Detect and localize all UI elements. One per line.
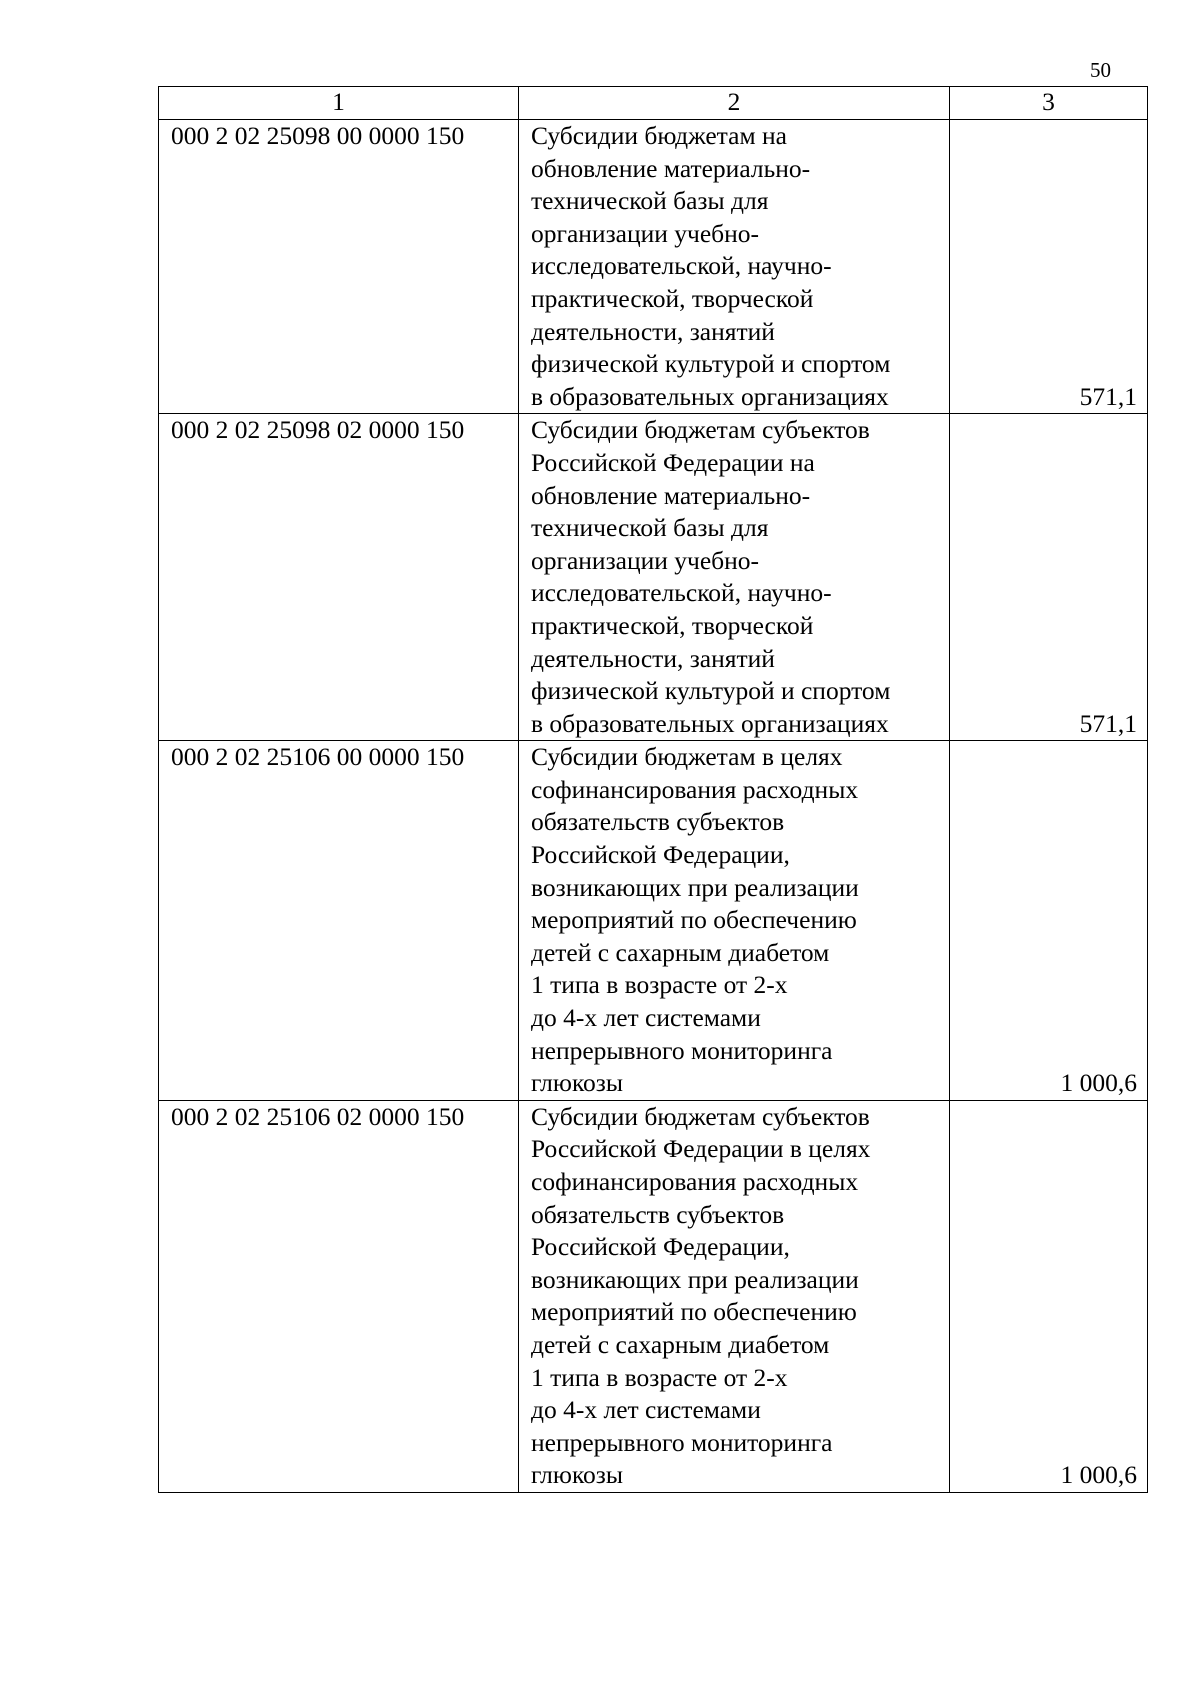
income-name-line: исследовательской, научно- bbox=[531, 251, 832, 281]
income-name-line: возникающих при реализации bbox=[531, 872, 859, 902]
income-name-line: детей с сахарным диабетом bbox=[531, 937, 830, 967]
income-name-line: непрерывного мониторинга bbox=[531, 1427, 833, 1457]
income-name-line: мероприятий по обеспечению bbox=[531, 1297, 857, 1327]
income-name-cell bbox=[519, 1100, 950, 1492]
amount-cell: 1 000,6 bbox=[950, 741, 1148, 1101]
income-name-line: софинансирования расходных bbox=[531, 1167, 859, 1196]
income-name-line: практической, творческой bbox=[531, 610, 814, 640]
income-name-line: Российской Федерации на bbox=[531, 447, 815, 477]
table-row bbox=[159, 1100, 1148, 1492]
income-name-line: до 4-х лет системами bbox=[531, 1003, 761, 1033]
amount-cell: 571,1 bbox=[950, 120, 1148, 414]
income-name-cell bbox=[519, 120, 950, 414]
budget-table bbox=[158, 86, 1148, 1493]
table-row bbox=[159, 120, 1148, 414]
income-name-line: обязательств субъектов bbox=[531, 807, 785, 837]
income-name-line: исследовательской, научно- bbox=[531, 578, 832, 608]
income-name-line: Субсидии бюджетам субъектов bbox=[531, 415, 870, 445]
income-name-line: физической культурой и спортом bbox=[531, 349, 891, 379]
income-name-line: 1 типа в возрасте от 2-х bbox=[531, 1362, 788, 1392]
income-name-line: в образовательных организациях bbox=[531, 708, 889, 738]
column-header-3: 3 bbox=[950, 87, 1148, 120]
column-header-1: 1 bbox=[159, 87, 519, 120]
income-name-line: детей с сахарным диабетом bbox=[531, 1329, 830, 1359]
income-name-line: Российской Федерации, bbox=[531, 1232, 790, 1262]
income-name-line: организации учебно- bbox=[531, 218, 760, 248]
income-name-line: софинансирования расходных bbox=[531, 774, 859, 804]
page-number: 50 bbox=[1090, 58, 1111, 82]
column-header-2: 2 bbox=[519, 87, 950, 120]
income-name-line: возникающих при реализации bbox=[531, 1264, 859, 1294]
income-name-line: обновление материально- bbox=[531, 480, 811, 510]
income-name-line: деятельности, занятий bbox=[531, 643, 775, 673]
amount-cell: 571,1 bbox=[950, 414, 1148, 741]
income-name-line: 1 типа в возрасте от 2-х bbox=[531, 970, 788, 1000]
income-name-line: до 4-х лет системами bbox=[531, 1395, 761, 1425]
income-name-line: практической, творческой bbox=[531, 283, 814, 313]
income-name-line: непрерывного мониторинга bbox=[531, 1035, 833, 1065]
table-header-row bbox=[159, 87, 1148, 120]
amount-cell: 1 000,6 bbox=[950, 1100, 1148, 1492]
income-name-line: обязательств субъектов bbox=[531, 1199, 785, 1229]
income-name-line: глюкозы bbox=[531, 1068, 623, 1098]
table-row bbox=[159, 414, 1148, 741]
income-name-cell bbox=[519, 741, 950, 1101]
income-name-line: Субсидии бюджетам в целях bbox=[531, 742, 843, 772]
income-name-line: технической базы для bbox=[531, 186, 769, 216]
income-name-line: Субсидии бюджетам на bbox=[531, 121, 787, 150]
table-body bbox=[159, 120, 1148, 1493]
income-name-line: в образовательных организациях bbox=[531, 381, 889, 411]
income-name-line: технической базы для bbox=[531, 513, 769, 543]
income-name-line: Российской Федерации в целях bbox=[531, 1134, 871, 1164]
income-name-line: Российской Федерации, bbox=[531, 840, 790, 870]
budget-code-cell: 000 2 02 25106 00 0000 150 bbox=[159, 741, 519, 1101]
income-name-line: организации учебно- bbox=[531, 545, 760, 575]
income-name-line: физической культурой и спортом bbox=[531, 676, 891, 706]
income-name-line: обновление материально- bbox=[531, 153, 811, 183]
budget-code-cell: 000 2 02 25098 00 0000 150 bbox=[159, 120, 519, 414]
budget-code-cell: 000 2 02 25098 02 0000 150 bbox=[159, 414, 519, 741]
table-row bbox=[159, 741, 1148, 1101]
income-name-line: мероприятий по обеспечению bbox=[531, 905, 857, 935]
budget-code-cell: 000 2 02 25106 02 0000 150 bbox=[159, 1100, 519, 1492]
income-name-line: деятельности, занятий bbox=[531, 316, 775, 346]
income-name-line: Субсидии бюджетам субъектов bbox=[531, 1101, 870, 1131]
income-name-line: глюкозы bbox=[531, 1460, 623, 1490]
income-name-cell bbox=[519, 414, 950, 741]
